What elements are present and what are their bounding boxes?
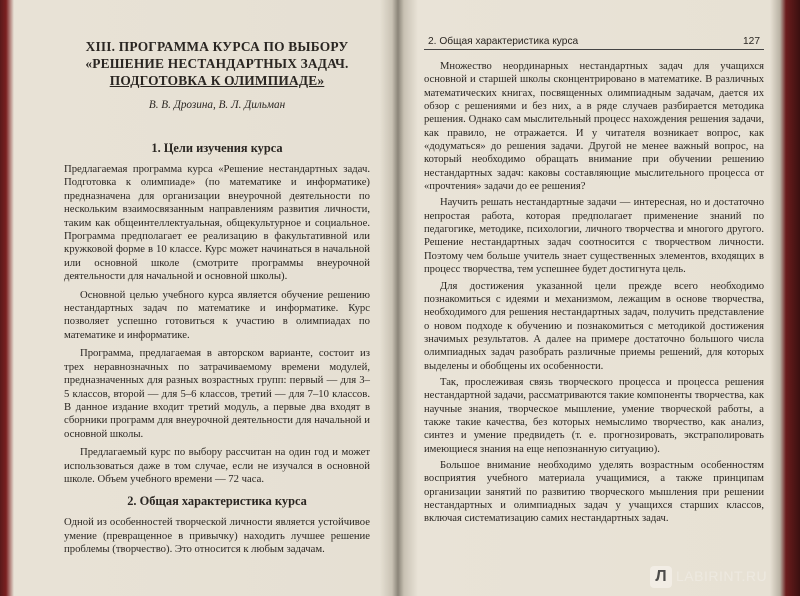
- body-paragraph: Так, прослеживая связь творческого процесса и процесса решения нестандартной задачи, рассматриваются такие компоненты творчества, как научные знания, творческое мышление, умение творческой работы, а также такие качества, без которых немыслимо творчество, как анализ, синтез и умение предвидеть (т. е. прогнозировать, экстраполировать имеющиеся знания на еще непознанную ситуацию).: [424, 376, 764, 455]
- chapter-title-line-1: XIII. ПРОГРАММА КУРСА ПО ВЫБОРУ: [85, 39, 349, 54]
- chapter-title-line-2: «РЕШЕНИЕ НЕСТАНДАРТНЫХ ЗАДАЧ.: [85, 56, 349, 71]
- section-1-title: 1. Цели изучения курса: [151, 141, 283, 155]
- section-1-paragraph: Предлагаемый курс по выбору рассчитан на один год и может использоваться даже в том случае, если не изучался в основной школе. Объем учебного времени — 72 часа.: [64, 446, 370, 485]
- body-paragraph: Большое внимание необходимо уделять возрастным особенностям восприятия учебного материала учащимися, а также принципам организации занятий по развитию творческого мышления при решении нестандартных и олимпиадных задач у учащихся старших классов, включая систематизацию самих нестандартных задач.: [424, 459, 764, 525]
- watermark-text: LABIRINT.RU: [676, 568, 768, 584]
- section-2-paragraph: Одной из особенностей творческой личности является устойчивое умение (превращенное в привычку) находить лучшее решение проблемы (творчество). Это относится к любым задачам.: [64, 516, 370, 556]
- section-1-paragraph: Основной целью учебного курса является обучение решению нестандартных задач по математике и информатике. Курс позволяет успешно готовиться к участию в олимпиадах по математике и информатике.: [64, 288, 370, 341]
- chapter-title-line-3: ПОДГОТОВКА К ОЛИМПИАДЕ»: [109, 73, 325, 88]
- section-1-paragraph: Предлагаемая программа курса «Решение нестандартных задач. Подготовка к олимпиаде» (по математике и информатике) предназначена для организации внеурочной деятельности по нескольким взаимосвязанным направлениям развития личности, таким как общеинтеллектуальная, общекультурное и социальное. Программа предполагает ее реализацию в факультативной или кружковой форме в 10 классе. Курс может начинаться в начальной или основной школе (смотрите программы внеурочной деятельности для начальной и основной школы).: [64, 163, 370, 283]
- labirint-logo-icon: Л: [650, 566, 672, 588]
- right-page: [410, 0, 776, 596]
- section-2-title: 2. Общая характеристика курса: [127, 494, 307, 509]
- left-page: [14, 0, 386, 596]
- chapter-title: [64, 38, 370, 89]
- body-paragraph: Множество неординарных нестандартных задач для учащихся основной и старшей школы сконцентрировано в математике. В различных математических книгах, посвященных олимпиадным задачам, дается их обзор с решениями и без них, а в ряде случаев разбирается методика решения. Однако сам мыслительный процесс нахождения решения задачи, как правило, не отражается. И у читателя возникает вопрос, как «додуматься» до решения задачи. Другой не менее важный вопрос, на который необходимо обращать внимание при обучении решению нестандартных задач: каковы составляющие мыслительного процесса от «прочтения» задачи до ее решения?: [424, 61, 764, 193]
- running-head-title: 2. Общая характеристика курса: [428, 36, 579, 47]
- authors: В. В. Дрозина, В. Л. Дильман: [148, 99, 286, 111]
- page-number: 127: [743, 36, 760, 47]
- body-paragraph: Научить решать нестандартные задачи — интересная, но и достаточно непростая работа, которая предполагает применение знаний по педагогике, методике, психологии, личного творчества и многого другого. Решение нестандартных задач соотносится с творчеством личности. Поэтому чем больше учитель знает существенных элементов, входящих в процесс творчества, тем успешнее будет достигнута цель.: [424, 197, 764, 276]
- section-1-paragraph: Программа, предлагаемая в авторском варианте, состоит из трех неравнозначных по затрачиваемому времени модулей, предназначенных для разных возрастных групп: первый — для 3–5 классов, второй — для 5–6 классов, третий — для 7–10 классов. В данное издание входит третий модуль, а первые два входят в сборники программ для внеурочной деятельности для начальной и основной школы.: [64, 347, 370, 440]
- running-head: [424, 36, 764, 50]
- body-paragraph: Для достижения указанной цели прежде всего необходимо познакомиться с идеями и механизмом, лежащим в основе творчества, необходимого для решения нестандартных задач, получить представление о новом подходе к обучению и познакомиться с методикой достижения значимых результатов. А далее на примере достаточно большого числа олимпиадных задач разобрать различные приемы решений, для которых выделены и обобщены их особенности.: [424, 280, 764, 372]
